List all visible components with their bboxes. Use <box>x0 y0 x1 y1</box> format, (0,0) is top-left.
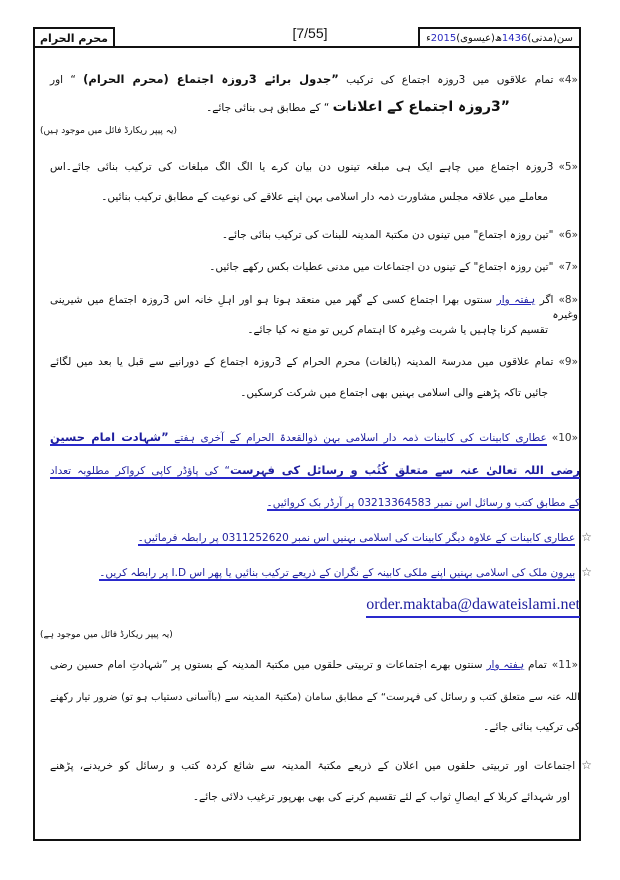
text: تمام علاقوں میں مدرسۃ المدینہ (بالغات) محرم الحرام کے 3روزہ اجتماع کے دورانیے سے قبل یا بعد میں لگائے <box>50 356 554 368</box>
item-marker-icon: «11» <box>551 659 578 671</box>
text: سنتوں بھرا اجتماع کسی کے گھر میں منعقد ہوتا ہو اور اہلِ خانہ اس 3روزہ اجتماع میں شیرینی وغیرہ <box>50 294 578 321</box>
text: "تین روزہ اجتماع" میں تینوں دن مکتبۃ المدینہ للبنات کی ترکیب بنائی جائے۔ <box>221 229 554 241</box>
hijri-year: 1436 <box>501 33 528 44</box>
text: "تین روزہ اجتماع" کے تینوں دن اجتماعات میں مدنی عطیات بکس رکھے جائیں۔ <box>209 261 554 273</box>
text: اجتماعات اور تربیتی حلقوں میں اعلان کے ذریعے مکتبۃ المدینہ سے شائع کردہ کتب و رسائل کو خریدنے، پڑھنے <box>50 760 576 772</box>
item-10-line-3 <box>52 496 580 511</box>
weekly-link[interactable]: ہفتہ وار <box>486 659 525 671</box>
item-11-line-2: اللہ عنہ سے متعلق کتب و رسائل کی فہرست“ کے مطابق سامان (مکتبۃ المدینہ سے (باآسانی دستیاب ہو تو) ضرور تیار رکھنے <box>50 692 580 703</box>
bold-title: ”جدول برائے 3روزہ اجتماع (محرم الحرام) <box>83 72 339 86</box>
text: سنتوں بھرے اجتماعات و تربیتی حلقوں میں مکتبۃ المدینہ کے بستوں پر ”شہادتِ امام حسین رضی <box>50 659 487 671</box>
item-11-line-3: کی ترکیب بنائی جائے۔ <box>483 721 580 733</box>
text: تمام علاقوں میں 3روزہ اجتماع کی ترکیب <box>338 74 554 86</box>
item-marker-icon: «8» <box>558 294 578 306</box>
item-4-line-1 <box>50 72 578 88</box>
item-5-line-2: معاملے میں علاقہ مجلس مشاورت ذمہ دار اسلامی بہن اپنے علاقے کی نوعیت کے مطابق ترکیب بنائیں۔ <box>101 191 548 203</box>
text: عطاری کابینات کی کابینات ذمہ دار اسلامی بہن ذوالقعدۃ الحرام کے آخری ہفتے <box>168 432 547 444</box>
text: تمام <box>524 659 547 671</box>
item-10-line-1 <box>50 430 578 446</box>
item-marker-icon: «5» <box>558 161 578 173</box>
star-icon: ☆ <box>581 530 592 544</box>
text: “ کے مطابق ہی بنائی جائے۔ <box>206 102 333 114</box>
bold-title: ”شہادت امام حسین <box>50 430 169 444</box>
item-5-line-1 <box>50 160 578 175</box>
header-date-box <box>418 27 581 46</box>
text: کے مطابق کتب و رسائل اس نمبر 03213364583 پر آرڈر بک کروائیں۔ <box>266 497 580 509</box>
star-note-1 <box>52 530 592 546</box>
note-records: (یہ پیپر ریکارڈ فائل میں موجود ہیں) <box>40 126 178 136</box>
date-mid: ھ(عیسوی) <box>456 33 502 44</box>
order-email-link[interactable]: order.maktaba@dawateislami.net <box>366 594 580 618</box>
item-6 <box>50 228 578 243</box>
item-9-line-1 <box>50 355 578 370</box>
star-note-3-line-1 <box>50 758 592 774</box>
item-marker-icon: «6» <box>558 229 578 241</box>
item-marker-icon: «4» <box>558 74 578 86</box>
text: “ اور <box>50 74 84 86</box>
item-marker-icon: «7» <box>558 261 578 273</box>
text: اگر <box>535 294 554 306</box>
item-11-line-1 <box>50 658 578 673</box>
text: عطاری کابینات کے علاوہ دیگر کابینات کی اسلامی بہنیں اس نمبر 0311252620 پر رابطہ فرمائیں۔ <box>137 532 576 544</box>
item-9-line-2: جائیں تاکہ پڑھنے والی اسلامی بہنیں بھی اجتماع میں شرکت کرسکیں۔ <box>240 387 548 399</box>
star-icon: ☆ <box>581 565 592 579</box>
item-marker-icon: «9» <box>558 356 578 368</box>
text: بیرونِ ملک کی اسلامی بہنیں اپنے ملکی کابینہ کے نگران کے ذریعے ترکیب بنائیں یا پھر اس I.D پر رابطہ کریں۔ <box>99 567 576 579</box>
page-number: [7/55] <box>292 25 328 41</box>
bold-title: ”3روزہ اجتماع کے اعلانات <box>332 99 510 115</box>
weekly-link[interactable]: ہفتہ وار <box>496 294 536 306</box>
item-7 <box>50 260 578 275</box>
star-note-3-line-2: اور شہدائے کربلا کے ایصالِ ثواب کے لئے تقسیم کرنے کی بھی بھرپور ترغیب دلائی جائے۔ <box>192 791 570 803</box>
month-title: محرم الحرام <box>33 27 115 46</box>
text: “ کی پاؤڈر کاپی کرواکر مطلوبہ تعداد <box>50 465 230 477</box>
note-record: (یہ پیپر ریکارڈ فائل میں موجود ہے) <box>40 630 173 640</box>
text: 3روزہ اجتماع میں چاہے ایک ہی مبلغہ تینوں دن بیان کرے یا الگ الگ مبلغات کی ترکیب بنائی جائے۔اس <box>50 161 554 173</box>
star-note-2 <box>52 565 592 581</box>
bold-title: رضی اللہ تعالیٰ عنہ سے متعلق کُتُب و رسائل کی فہرست <box>229 463 581 477</box>
item-8-line-1 <box>50 293 578 323</box>
item-4-line-2 <box>90 100 510 116</box>
item-8-line-2: تقسیم کرنا چاہیں یا شربت وغیرہ کا اہتمام کریں تو منع نہ کیا جائے۔ <box>247 324 548 336</box>
item-marker-icon: «10» <box>551 432 578 444</box>
date-prefix: سن(مدنی) <box>527 33 573 44</box>
item-10-line-2 <box>50 463 580 479</box>
star-icon: ☆ <box>581 758 592 772</box>
gregorian-year: 2015 <box>430 33 457 44</box>
date-suffix: ء <box>426 33 431 44</box>
